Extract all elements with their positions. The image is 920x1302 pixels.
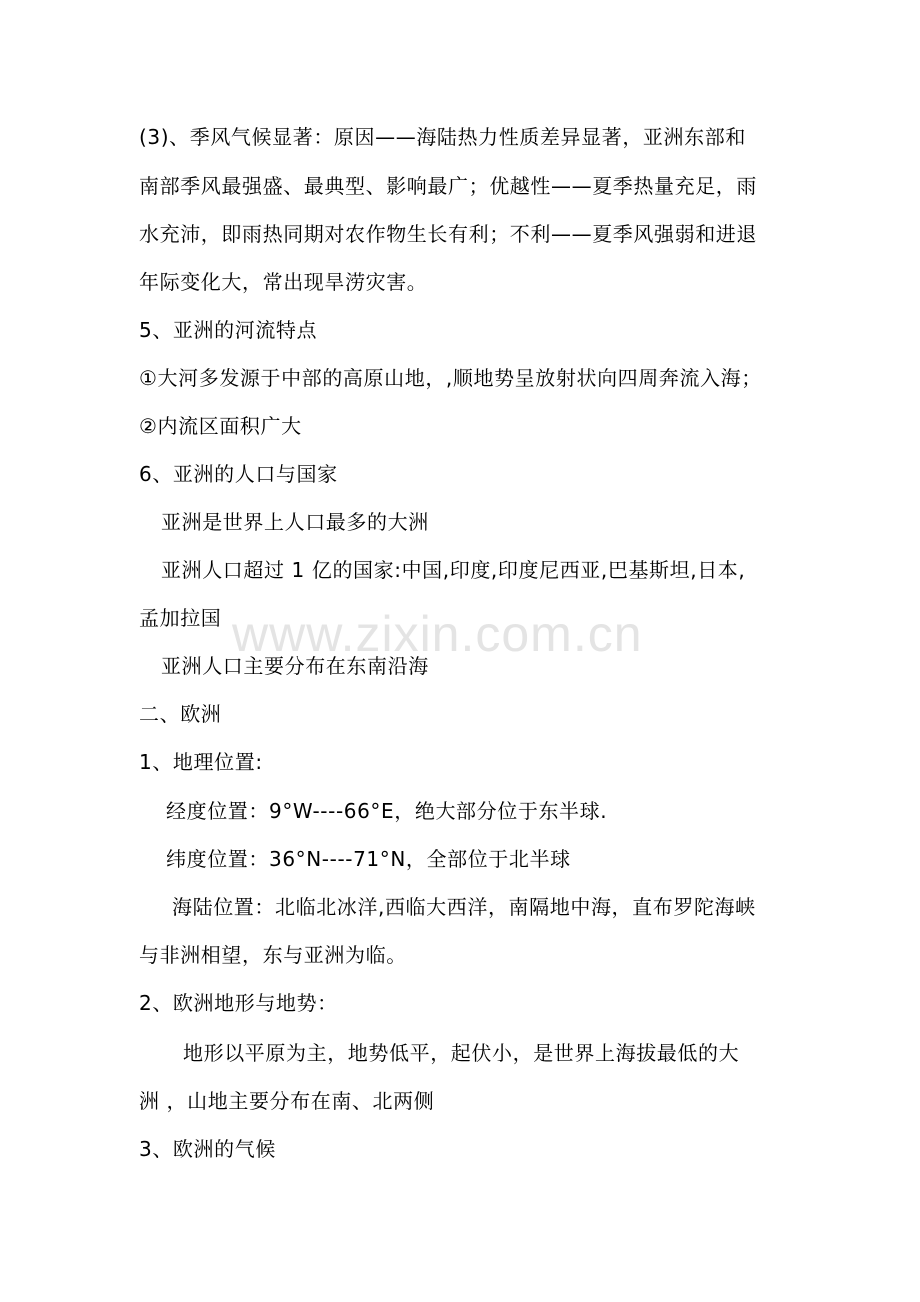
text-line: 年际变化大，常出现旱涝灾害。 xyxy=(139,270,428,294)
section-heading: 1、地理位置: xyxy=(139,750,263,774)
text-line: 亚洲是世界上人口最多的大洲 xyxy=(161,510,429,534)
section-heading: 二、欧洲 xyxy=(139,702,222,726)
text-line: 水充沛，即雨热同期对农作物生长有利；不利——夏季风强弱和进退 xyxy=(139,222,757,246)
section-heading: 2、欧洲地形与地势： xyxy=(139,991,338,1015)
text-line: ①大河多发源于中部的高原山地，,顺地势呈放射状向四周奔流入海； xyxy=(139,366,762,390)
text-line: 海陆位置：北临北冰洋,西临大西洋，南隔地中海，直布罗陀海峡 xyxy=(172,895,756,919)
text-line: ②内流区面积广大 xyxy=(139,414,302,438)
text-line: (3)、季风气候显著：原因——海陆热力性质差异显著，亚洲东部和 xyxy=(139,125,746,149)
text-line: 南部季风最强盛、最典型、影响最广；优越性——夏季热量充足，雨 xyxy=(139,174,757,198)
text-line: 与非洲相望，东与亚洲为临。 xyxy=(139,943,407,967)
section-heading: 6、亚洲的人口与国家 xyxy=(139,462,338,486)
text-line: 孟加拉国 xyxy=(139,606,222,630)
text-line: 经度位置：9°W----66°E，绝大部分位于东半球. xyxy=(166,799,608,823)
watermark-text: www.zixin.com.cn xyxy=(232,606,643,662)
text-line: 亚洲人口超过 1 亿的国家:中国,印度,印度尼西亚,巴基斯坦,日本, xyxy=(161,558,746,582)
section-heading: 5、亚洲的河流特点 xyxy=(139,318,318,342)
section-heading: 3、欧洲的气候 xyxy=(139,1137,276,1161)
text-line: 纬度位置：36°N----71°N，全部位于北半球 xyxy=(166,847,571,871)
text-line: 亚洲人口主要分布在东南沿海 xyxy=(161,654,429,678)
text-line: 洲 ，山地主要分布在南、北两侧 xyxy=(139,1089,435,1113)
text-line: 地形以平原为主，地势低平，起伏小，是世界上海拔最低的大 xyxy=(183,1041,740,1065)
